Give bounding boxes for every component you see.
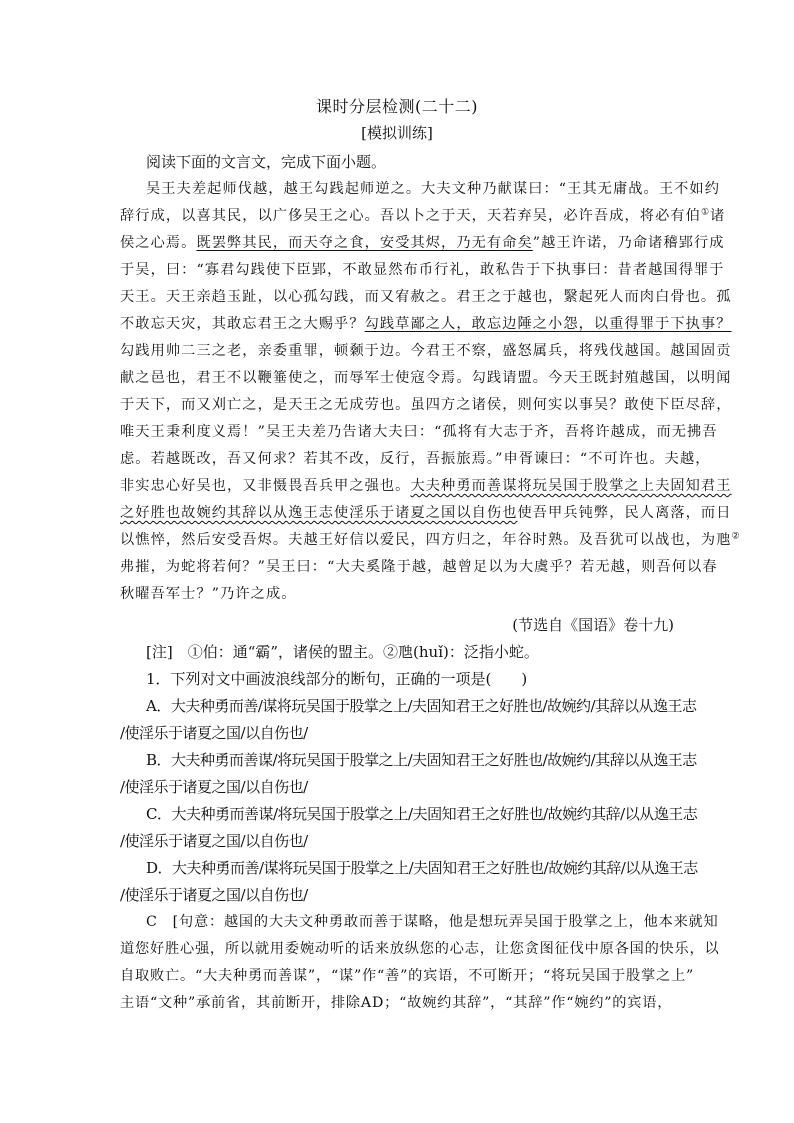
option-d: D．大夫种勇而善/谋将玩吴国于股掌之上/夫固知君王之好胜也/故婉约其辞/以从逸王志: [146, 859, 698, 877]
annotation-note: [注] ①伯：通“霸”，诸侯的盟主。②虺(huǐ)：泛指小蛇。: [146, 643, 539, 661]
passage-line: 天王。天王亲趋玉趾，以心孤勾践，而又宥赦之。君王之于越也，繄起死人而肉白骨也。孤: [120, 289, 732, 305]
option-c: C．大夫种勇而善谋/将玩吴国于股掌之上/夫固知君王之好胜也/故婉约其辞/以从逸王志: [146, 805, 698, 823]
passage-line: 勾践用帅二三之老，亲委重罪，顿颡于边。今君王不察，盛怒属兵，将残伐越国。越国固贡: [120, 343, 732, 359]
option-d-cont: /使淫乐于诸夏之国/以自伤也/: [120, 886, 308, 904]
explanation-line: 自取败亡。“大夫种勇而善谋”，“谋”作“善”的宾语，不可断开；“将玩吴国于股掌之上”: [120, 968, 695, 984]
passage-line: 弗摧，为蛇将若何？”吴王曰：“大夫奚隆于越，越曾足以为大虞乎？若无越，则吾何以春: [120, 559, 718, 575]
passage-line: [120, 313, 732, 333]
explanation-line: 道您好胜心强，所以就用委婉动听的话来放纵您的心志，让您贪图征伐中原各国的快乐，以: [120, 941, 720, 957]
passage-line: 于吴，曰：“寡君勾践使下臣郢，不敢显然布币行礼，敢私告于下执事曰：昔者越国得罪于: [120, 262, 725, 278]
passage-text: 诸: [710, 208, 726, 224]
passage-line: 虑。若越既改，吾又何求？若其不改，反行，吾振旅焉。”申胥谏曰：“不可许也。夫越，: [120, 451, 711, 467]
passage-line: 于天下，而又刈亡之，是天王之无成劳也。虽四方之诸侯，则何实以事吴？敢使下臣尽辞，: [120, 397, 732, 413]
underlined-sentence: 既罢弊其民，而天夺之食，安受其烬，乃无有命矣: [196, 235, 533, 251]
passage-text: 以憔悴，然后安受吾烬。夫越王好信以爱民，四方归之，年谷时熟。及吾犹可以战也，为虺: [120, 532, 732, 548]
explanation-line: C [句意：越国的大夫文种勇敢而善于谋略，他是想玩弄吴国于股掌之上，他本来就知: [146, 914, 719, 930]
passage-line: 秋曜吾军士？”乃许之成。: [120, 586, 297, 602]
wavy-underlined-text: 之好胜也故婉约其辞以从逸王志使淫乐于诸夏之国以自伤也: [120, 505, 518, 521]
underlined-sentence: 勾践草鄙之人，敢忘边陲之小怨，以重得罪于下执事？: [364, 316, 732, 332]
passage-line: 唯天王秉利度义焉！”吴王夫差乃告诸大夫曰：“孤将有大志于齐，吾将许越成，而无拂吾: [120, 424, 718, 440]
option-b: B．大夫种勇而善谋/将玩吴国于股掌之上/夫固知君王之好胜也/故婉约/其辞以从逸王志: [146, 751, 697, 769]
passage-line: [120, 205, 726, 225]
option-a-cont: /使淫乐于诸夏之国/以自伤也/: [120, 724, 308, 742]
wavy-underlined-text: 大夫种勇而善谋将玩吴国于股掌之上夫固知君王: [410, 478, 732, 494]
passage-text: 不敢忘天灾，其敢忘君王之大赐乎？: [120, 316, 365, 332]
instruction: 阅读下面的文言文，完成下面小题。: [146, 153, 387, 171]
explanation-line: 主语“文种”承前省，其前断开，排除AD；“故婉约其辞”，“其辞”作“婉约”的宾语，: [120, 995, 673, 1011]
page-title: 课时分层检测(二十二): [316, 97, 478, 116]
passage-line: [120, 232, 725, 252]
footnote-marker: ②: [731, 531, 741, 542]
passage-text: 辞行成，以喜其民，以广侈吴王之心。吾以卜之于天，天若弃吴，必许吾成，将必有伯: [120, 208, 701, 224]
passage-line: [120, 529, 741, 549]
option-c-cont: /使淫乐于诸夏之国/以自伤也/: [120, 832, 308, 850]
passage-line: 吴王夫差起师伐越，越王勾践起师逆之。大夫文种乃献谋曰：“王其无庸战。王不如约: [146, 181, 720, 197]
passage-text: 非实忠心好吴也，又非慑畏吾兵甲之强也。: [120, 478, 411, 494]
passage-line: [120, 475, 732, 495]
question-stem: 1．下列对文中画波浪线部分的断句，正确的一项是( ): [146, 670, 528, 688]
passage-line: 献之邑也，君王不以鞭箠使之，而辱军士使寇令焉。勾践请盟。今天王既封殖越国，以明闻: [120, 370, 732, 386]
passage-text: 侯之心焉。: [120, 235, 197, 251]
option-b-cont: /使淫乐于诸夏之国/以自伤也/: [120, 778, 308, 796]
section-subtitle: [模拟训练]: [361, 124, 433, 142]
passage-line: [120, 502, 732, 522]
passage-text: ”越王许诺，乃命诸稽郢行成: [532, 235, 725, 251]
source-citation: (节选自《国语》卷十九): [512, 616, 674, 634]
footnote-marker: ①: [700, 207, 711, 218]
option-a: A．大夫种勇而善/谋将玩吴国于股掌之上/夫固知君王之好胜也/故婉约/其辞以从逸王志: [146, 697, 697, 715]
passage-text: 使吾甲兵钝弊，民人离落，而日: [517, 505, 732, 521]
